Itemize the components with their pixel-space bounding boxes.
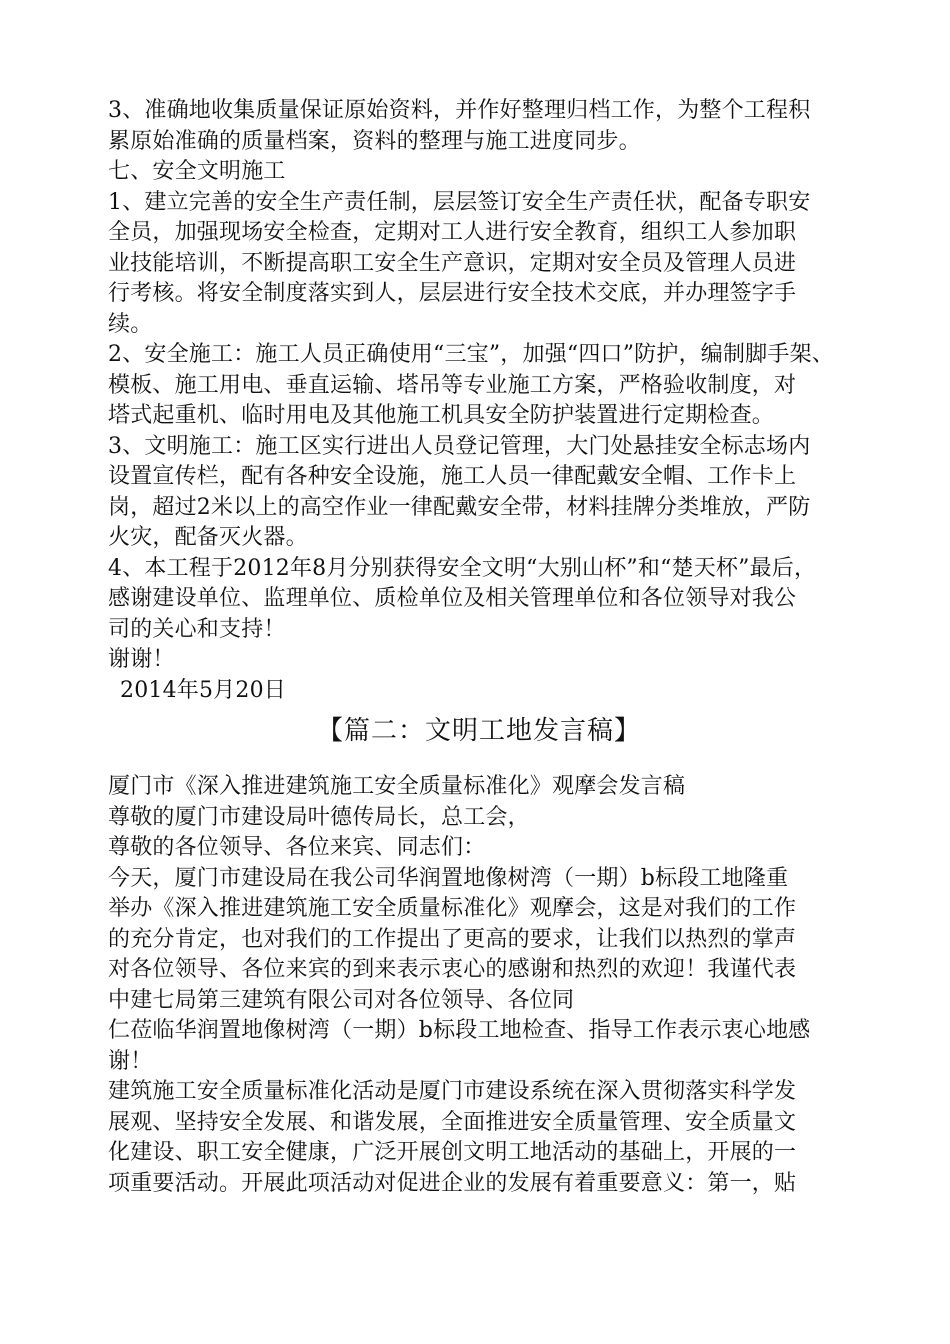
date-line: 2014年5月20日: [120, 677, 286, 703]
paragraph-line: 厦门市《深入推进建筑施工安全质量标准化》观摩会发言稿: [108, 774, 686, 799]
paragraph-line: 火灾，配备灭火器。: [108, 525, 308, 550]
paragraph-line: 展观、坚持安全发展、和谐发展，全面推进安全质量管理、安全质量文: [108, 1109, 797, 1135]
section-one: [108, 96, 850, 706]
paragraph-line: 对各位领导、各位来宾的到来表示衷心的感谢和热烈的欢迎！我谨代表: [108, 957, 797, 982]
thanks-line: 谢谢！: [108, 647, 175, 672]
paragraph-line: 塔式起重机、临时用电及其他施工机具安全防护装置进行定期检查。: [108, 403, 775, 428]
paragraph-line: 行考核。将安全制度落实到人，层层进行安全技术交底，并办理签字手: [108, 281, 797, 306]
paragraph-line: 仁莅临华润置地像树湾（一期）b标段工地检查、指导工作表示衷心地感: [108, 1018, 811, 1043]
paragraph-line: 设置宣传栏，配有各种安全设施，施工人员一律配戴安全帽、工作卡上: [108, 464, 797, 489]
paragraph-line: 谢！: [108, 1048, 153, 1074]
paragraph-line: 项重要活动。开展此项活动对促进企业的发展有着重要意义：第一，贴: [108, 1170, 797, 1196]
paragraph-line: 2、安全施工：施工人员正确使用“三宝”，加强“四口”防护，编制脚手架、: [108, 342, 834, 367]
paragraph-line: 模板、施工用电、垂直运输、塔吊等专业施工方案，严格验收制度，对: [108, 372, 797, 398]
paragraph-line: 今天，厦门市建设局在我公司华润置地像树湾（一期）b标段工地隆重: [108, 865, 789, 891]
paragraph-line: 累原始准确的质量档案，资料的整理与施工进度同步。: [108, 128, 641, 154]
paragraph-line: 续。: [108, 311, 153, 337]
paragraph-line: 3、准确地收集质量保证原始资料，并作好整理归档工作，为整个工程积: [108, 98, 811, 123]
paragraph-line: 感谢建设单位、监理单位、质检单位及相关管理单位和各位领导对我公: [108, 586, 797, 611]
paragraph-line: 化建设、职工安全健康，广泛开展创文明工地活动的基础上，开展的一: [108, 1140, 797, 1165]
paragraph-line: 尊敬的各位领导、各位来宾、同志们：: [108, 835, 486, 860]
paragraph-line: 全员，加强现场安全检查，定期对工人进行安全教育，组织工人参加职: [108, 220, 797, 245]
paragraph-line: 中建七局第三建筑有限公司对各位领导、各位同: [108, 987, 575, 1013]
paragraph-line: 司的关心和支持！: [108, 616, 286, 642]
paragraph-line: 举办《深入推进建筑施工安全质量标准化》观摩会，这是对我们的工作: [108, 896, 797, 921]
section-two: [108, 772, 850, 1199]
spacer: [108, 756, 850, 772]
section-heading: 七、安全文明施工: [108, 159, 286, 184]
article-title: 【篇二：文明工地发言稿】: [316, 716, 641, 746]
document-page: [108, 96, 850, 1199]
paragraph-line: 岗，超过2米以上的高空作业一律配戴安全带，材料挂牌分类堆放，严防: [108, 494, 811, 520]
paragraph-line: 4、本工程于2012年8月分别获得安全文明“大别山杯”和“楚天杯”最后，: [108, 555, 817, 581]
paragraph-line: 3、文明施工：施工区实行进出人员登记管理，大门处悬挂安全标志场内: [108, 433, 811, 459]
paragraph-line: 1、建立完善的安全生产责任制，层层签订安全生产责任状，配备专职安: [108, 189, 811, 215]
paragraph-line: 的充分肯定，也对我们的工作提出了更高的要求，让我们以热烈的掌声: [108, 926, 797, 952]
paragraph-line: 尊敬的厦门市建设局叶德传局长，总工会，: [108, 804, 530, 830]
paragraph-line: 业技能培训，不断提高职工安全生产意识，定期对安全员及管理人员进: [108, 250, 797, 276]
paragraph-line: 建筑施工安全质量标准化活动是厦门市建设系统在深入贯彻落实科学发: [108, 1079, 797, 1104]
